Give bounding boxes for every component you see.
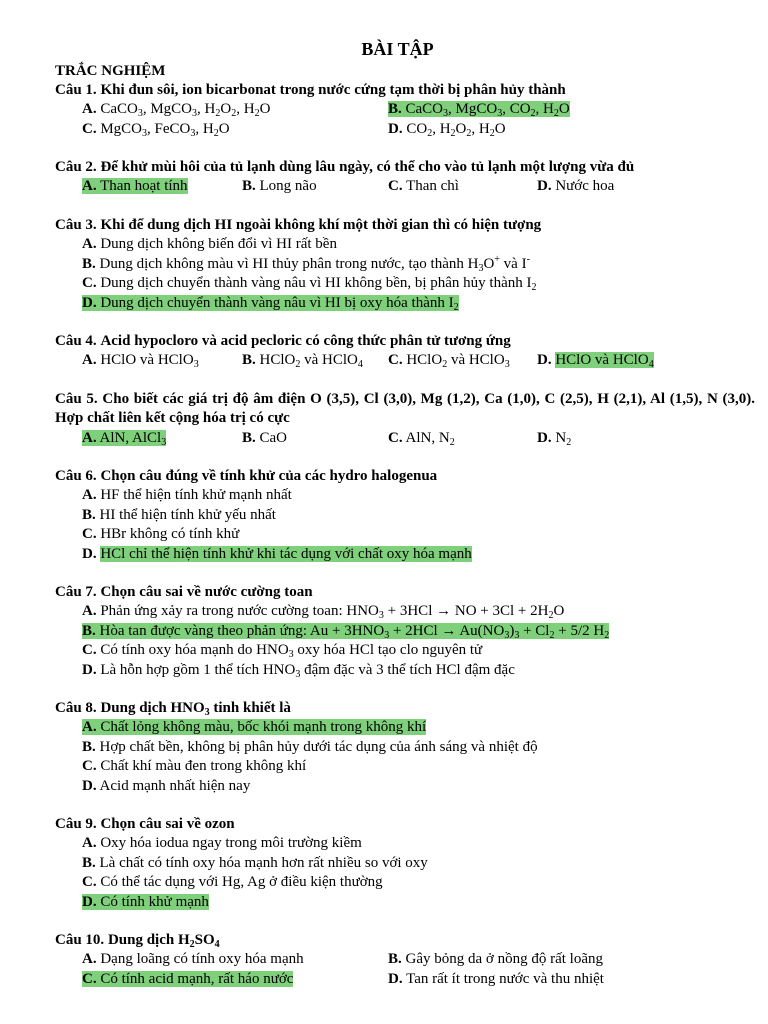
section-heading: TRẮC NGHIỆM (55, 63, 166, 79)
q10-option-b[interactable]: B. Gây bỏng da ở nồng độ rất loãng (388, 951, 603, 968)
q5-option-c[interactable]: C. AlN, $N_2$ (388, 429, 455, 448)
question-8-stem: Câu 8. Dung dịch $HNO_3$ tinh khiết là (55, 700, 291, 718)
q1-option-c[interactable]: C. MgCO$_3$, FeCO$_3$, $H_2O$ (82, 120, 230, 139)
q10-option-a[interactable]: A. Dạng loãng có tính oxy hóa mạnh (82, 951, 304, 968)
q4-option-d[interactable]: D. HClO và HClO$_4$ (537, 352, 654, 371)
q5-option-a[interactable]: A. AlN, AlCl$_3$ (82, 429, 167, 448)
question-7-stem: Câu 7. Chọn câu sai về nước cường toan (55, 584, 313, 600)
q6-option-a[interactable]: A. HF thể hiện tính khử mạnh nhất (82, 487, 292, 504)
q10-option-d[interactable]: D. Tan rất ít trong nước và thu nhiệt (388, 970, 604, 987)
q9-option-b[interactable]: B. Là chất có tính oxy hóa mạnh hơn rất nhiều so với oxy (82, 854, 428, 871)
question-4 (55, 332, 755, 371)
question-1 (55, 81, 755, 139)
q1-option-b[interactable]: B. CaCO$_3$, MgCO$_3$, $CO_2$, $H_2O$ (388, 101, 570, 120)
question-10-stem: Câu 10. Dung dịch $H_2SO_4$ (55, 932, 220, 950)
q1-option-a[interactable]: A. CaCO$_3$, MgCO$_3$, $H_2O_2$, $H_2O$ (82, 101, 271, 120)
q4-option-c[interactable]: C. HClO$_2$ và HClO$_3$ (388, 352, 510, 371)
q2-option-c[interactable]: C. Than chì (388, 178, 459, 195)
q3-option-c[interactable]: C. Dung dịch chuyển thành vàng nâu vì HI không bền, bị phân hủy thành $I_2$ (82, 275, 537, 294)
question-10 (55, 931, 755, 989)
q2-option-a[interactable]: A. Than hoạt tính (82, 178, 188, 195)
q10-option-c[interactable]: C. Có tính acid mạnh, rất háo nước (82, 970, 294, 987)
question-2 (55, 158, 755, 197)
q9-option-d[interactable]: D. Có tính khử mạnh (82, 893, 209, 910)
question-4-stem: Câu 4. Acid hypocloro và acid pecloric có công thức phân tử tương ứng (55, 333, 511, 349)
q8-option-d[interactable]: D. Acid mạnh nhất hiện nay (82, 777, 251, 794)
q8-option-a[interactable]: A. Chất lỏng không màu, bốc khói mạnh trong không khí (82, 719, 427, 736)
q3-option-b[interactable]: B. Dung dịch không màu vì HI thủy phân trong nước, tạo thành $H_3O^+$ và I- (82, 253, 530, 274)
q7-option-a[interactable]: A. Phản ứng xảy ra trong nước cường toan: $HNO_3 + 3HCl$ → NO + $3Cl + 2H_2O$ (82, 603, 565, 622)
question-6-stem: Câu 6. Chọn câu đúng về tính khử của các hydro halogenua (55, 468, 438, 484)
q6-option-c[interactable]: C. HBr không có tính khử (82, 526, 240, 543)
question-2-stem: Câu 2. Để khử mùi hôi của tủ lạnh dùng lâu ngày, có thể cho vào tủ lạnh một lượng vừa đủ (55, 159, 635, 175)
question-6 (55, 467, 755, 564)
q1-option-d[interactable]: D. $CO_2$, $H_2O_2$, $H_2O$ (388, 120, 506, 139)
question-9 (55, 815, 755, 912)
q7-option-b[interactable]: B. Hòa tan được vàng theo phản ứng: $Au + 3HNO_3 + 2HCl \to Au(NO_3)_3 + Cl_2 + 5/2$ $H_2$ (82, 622, 610, 641)
question-9-stem: Câu 9. Chọn câu sai về ozon (55, 816, 235, 832)
question-1-stem: Câu 1. Khi đun sôi, ion bicarbonat trong nước cứng tạm thời bị phân hủy thành (55, 82, 566, 98)
q7-option-c[interactable]: C. Có tính oxy hóa mạnh do $HNO_3$ oxy hóa HCl tạo clo nguyên tử (82, 642, 483, 661)
q3-option-d[interactable]: D. Dung dịch chuyển thành vàng nâu vì HI bị oxy hóa thành $I_2$ (82, 294, 459, 313)
q6-option-b[interactable]: B. HI thể hiện tính khử yếu nhất (82, 506, 276, 523)
q3-option-a[interactable]: A. Dung dịch không biến đổi vì HI rất bền (82, 236, 337, 253)
q4-option-b[interactable]: B. HClO$_2$ và HClO$_4$ (242, 352, 363, 371)
question-5 (55, 390, 755, 448)
question-3-stem: Câu 3. Khi để dung dịch HI ngoài không khí một thời gian thì có hiện tượng (55, 217, 542, 233)
q5-option-d[interactable]: D. $N_2$ (537, 429, 572, 448)
q8-option-b[interactable]: B. Hợp chất bền, không bị phân hủy dưới tác dụng của ánh sáng và nhiệt độ (82, 738, 538, 755)
q2-option-d[interactable]: D. Nước hoa (537, 178, 615, 195)
q9-option-c[interactable]: C. Có thể tác dụng với Hg, Ag ở điều kiện thường (82, 874, 383, 891)
question-3 (55, 216, 755, 313)
question-8 (55, 699, 755, 796)
q9-option-a[interactable]: A. Oxy hóa iodua ngay trong môi trường kiềm (82, 835, 362, 852)
q6-option-d[interactable]: D. HCl chỉ thể hiện tính khử khi tác dụng với chất oxy hóa mạnh (82, 545, 472, 562)
q7-option-d[interactable]: D. Là hỗn hợp gồm 1 thể tích $HNO_3$ đậm đặc và 3 thể tích HCl đậm đặc (82, 661, 515, 680)
page-title: BÀI TẬP (361, 39, 434, 59)
question-5-stem: Câu 5. Cho biết các giá trị độ âm điện O (3,5), Cl (3,0), Mg (1,2), Ca (1,0), C (2,5), H (2,1), Al (1,5), N (3,0). Hợp chất liên kết cộng hóa trị có cực (55, 391, 756, 427)
q8-option-c[interactable]: C. Chất khí màu đen trong không khí (82, 758, 307, 775)
question-7 (55, 583, 755, 680)
q5-option-b[interactable]: B. CaO (242, 429, 288, 446)
q4-option-a[interactable]: A. HClO và HClO$_3$ (82, 352, 199, 371)
q2-option-b[interactable]: B. Long não (242, 178, 317, 195)
